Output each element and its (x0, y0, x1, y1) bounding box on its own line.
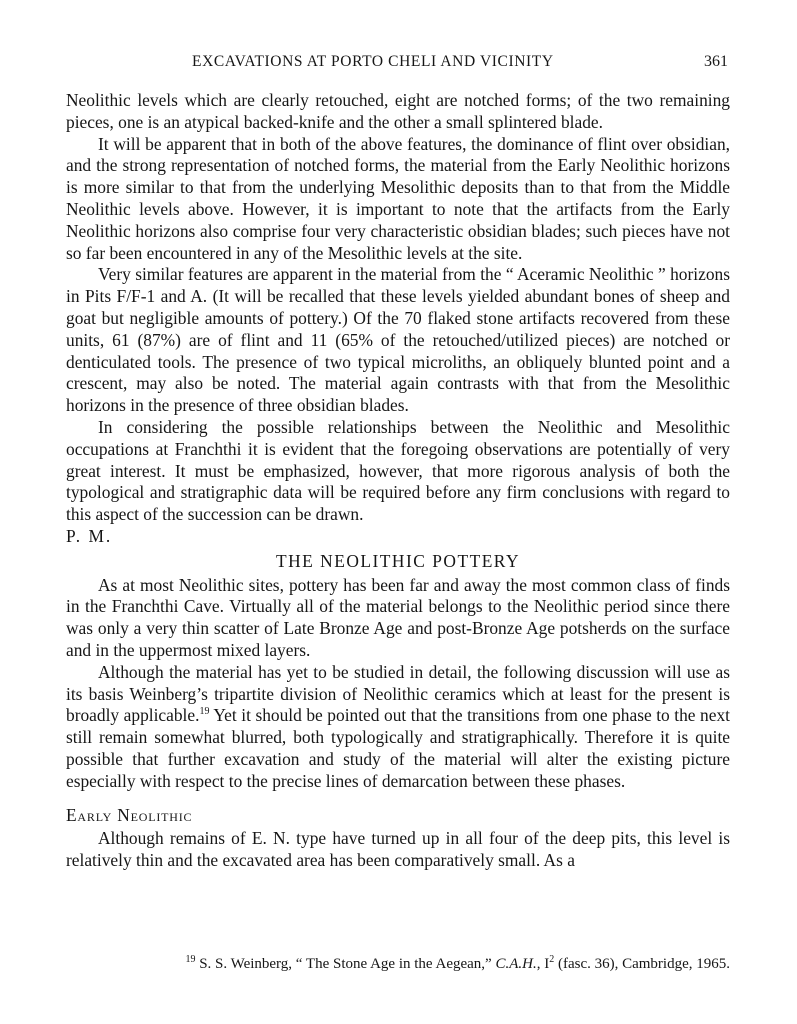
paragraph-pottery-intro: As at most Neolithic sites, pottery has been far and away the most common class of finds in the Franchthi Cave. Virtually all of the material belongs to the Neolithic period since there was only a very thin scatter of Late Bronze Age and post-Bronze Age potsherds on the surface and in the uppermost mixed layers. (66, 574, 730, 660)
running-header (66, 53, 730, 77)
footnote-superscript: 2 (549, 954, 555, 965)
footnote-reference: 19 (199, 706, 210, 718)
footnote (66, 954, 730, 974)
running-title: EXCAVATIONS AT PORTO CHELI AND VICINITY (192, 53, 554, 70)
author-initials: P. M. (66, 525, 113, 546)
paragraph-weinberg-part1: Although the material has yet to be studied in detail, the following discussion will use as its basis Weinberg’s tripartite division of Neolithic ceramics which at least for the present is broadly applicable. (66, 661, 730, 726)
paragraph-flint-obsidian: It will be apparent that in both of the above features, the dominance of flint over obsidian, and the strong representation of notched forms, the material from the Early Neolithic horizons is more similar to that from the underlying Mesolithic deposits than to that from the Middle Neolithic levels above. However, it is important to note that the artifacts from the Early Neolithic horizons also comprise four very characteristic obsidian blades; such pieces have not so far been encountered in any of the Mesolithic levels at the site. (66, 133, 730, 263)
page-number: 361 (704, 53, 728, 70)
section-heading: THE NEOLITHIC POTTERY (275, 550, 521, 571)
paragraph-relationships: In considering the possible relationships between the Neolithic and Mesolithic occupations at Franchthi it is evident that the foregoing observations are potentially of very great interest. It must be emphasized, however, that more rigorous analysis of both the typological and stratigraphic data will be required before any firm conclusions with regard to this aspect of the succession can be drawn. (66, 416, 730, 525)
body-text (66, 90, 730, 872)
paragraph-early-neolithic: Although remains of E. N. type have turned up in all four of the deep pits, this level is relatively thin and the excavated area has been comparatively small. As a (66, 828, 730, 871)
footnote-journal: C.A.H. (495, 956, 537, 972)
subsection-heading: Early Neolithic (66, 804, 193, 825)
paragraph-continued: Neolithic levels which are clearly retouched, eight are notched forms; of the two remaining pieces, one is an atypical backed-knife and the other a small splintered blade. (66, 90, 730, 132)
paragraph-aceramic: Very similar features are apparent in the material from the “ Aceramic Neolithic ” horizons in Pits F/F-1 and A. (It will be recalled that these levels yielded abundant bones of sheep and goat but negligible amounts of pottery.) Of the 70 flaked stone artifacts recovered from these units, 61 (87%) are of flint and 11 (65% of the retouched/utilized pieces) are notched or denticulated tools. The presence of two typical microliths, an obliquely blunted point and a crescent, may also be noted. The material again contrasts with that from the Mesolithic horizons in the presence of three obsidian blades. (66, 264, 730, 416)
footnote-text-a: S. S. Weinberg, “ The Stone Age in the Aegean,” (195, 956, 496, 972)
footnote-text-b: , I (536, 956, 550, 972)
footnote-marker: 19 (185, 954, 196, 965)
paragraph-weinberg-part2: Yet it should be pointed out that the transitions from one phase to the next still remain somewhat blurred, both typologically and stratigraphically. Therefore it is quite possible that further excavation and study of the material will alter the existing picture especially with respect to the precise lines of demarcation between these phases. (66, 705, 730, 791)
paragraph-weinberg (66, 662, 730, 793)
footnote-text-c: (fasc. 36), Cambridge, 1965. (554, 956, 730, 972)
